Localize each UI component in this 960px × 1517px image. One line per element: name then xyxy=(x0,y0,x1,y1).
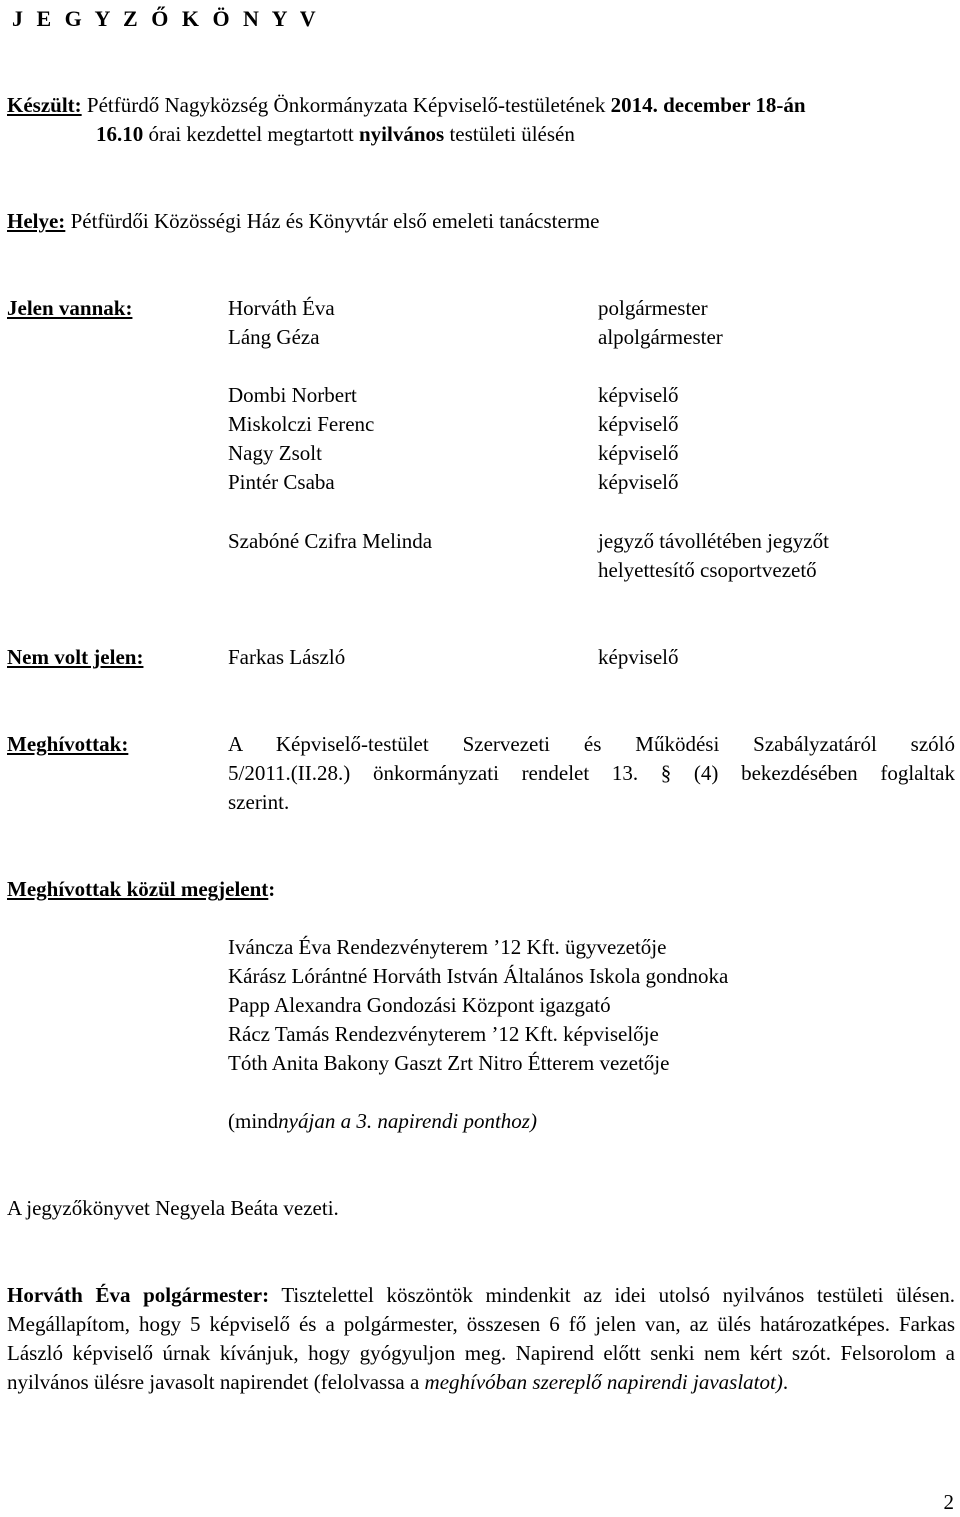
absent-name: Farkas László xyxy=(228,645,346,669)
present-name: Horváth Éva xyxy=(228,296,335,320)
speaker-label: Horváth Éva polgármester: xyxy=(7,1283,270,1307)
invited-line-3: szerint. xyxy=(228,790,290,814)
absent-label: Nem volt jelen: xyxy=(7,645,144,669)
present-name: Miskolczi Ferenc xyxy=(228,412,375,436)
present-name: Szabóné Czifra Melinda xyxy=(228,529,433,553)
prepared-text-3: testületi ülésén xyxy=(444,122,575,146)
attendee: Tóth Anita Bakony Gaszt Zrt Nitro Étterem vezetője xyxy=(228,1051,670,1075)
document-title: J E G Y Z Ő K Ö N Y V xyxy=(12,6,320,31)
meeting-time: 16.10 xyxy=(96,122,144,146)
page-number: 2 xyxy=(943,1490,954,1514)
attendee: Kárász Lórántné Horváth István Általános Iskola gondnoka xyxy=(228,964,729,988)
prepared-label: Készült: xyxy=(7,93,82,117)
present-name: Nagy Zsolt xyxy=(228,441,322,465)
attended-note xyxy=(228,1107,537,1136)
attendee: Papp Alexandra Gondozási Központ igazgató xyxy=(228,993,611,1017)
invited-label: Meghívottak: xyxy=(7,732,129,756)
present-role-continued: helyettesítő csoportvezető xyxy=(598,558,817,582)
present-name: Láng Géza xyxy=(228,325,320,349)
attended-heading xyxy=(7,875,275,904)
meeting-date: 2014. december 18-án xyxy=(610,93,806,117)
attended-note-plain: (mind xyxy=(228,1109,279,1133)
present-role: képviselő xyxy=(598,383,679,407)
speech-paragraph xyxy=(7,1281,955,1397)
present-role: képviselő xyxy=(598,412,679,436)
speech-end: . xyxy=(782,1370,789,1394)
attendee: Iváncza Éva Rendezvényterem ’12 Kft. ügyvezetője xyxy=(228,935,667,959)
present-role: képviselő xyxy=(598,470,679,494)
attended-note-italic: nyájan a 3. napirendi ponthoz) xyxy=(278,1109,537,1133)
prepared-line-2 xyxy=(96,120,575,149)
attended-colon: : xyxy=(268,877,276,901)
minutes-keeper: A jegyzőkönyvet Negyela Beáta vezeti. xyxy=(7,1196,339,1220)
prepared-text-2: órai kezdettel megtartott xyxy=(143,122,359,146)
present-role: képviselő xyxy=(598,441,679,465)
absent-role: képviselő xyxy=(598,645,679,669)
location-line xyxy=(7,207,599,236)
attendee: Rácz Tamás Rendezvényterem ’12 Kft. képviselője xyxy=(228,1022,659,1046)
invited-line-2: 5/2011.(II.28.) önkormányzati rendelet 13. § (4) bekezdésében foglaltak xyxy=(228,761,955,785)
prepared-text-1: Pétfürdő Nagyközség Önkormányzata Képviselő-testületének xyxy=(81,93,611,117)
speech-italic-tail: meghívóban szereplő napirendi javaslatot) xyxy=(424,1370,783,1394)
present-role: jegyző távollétében jegyzőt xyxy=(598,529,829,553)
prepared-line-1 xyxy=(7,91,806,120)
location-label: Helye: xyxy=(7,209,66,233)
speech-text: Tisztelettel köszöntök mindenkit az idei utolsó nyilvános testületi ülésen. Megállapítom, hogy 5 képviselő és a polgármester, összesen 6 fő jelen van, az ülés határozatképes. Farkas László képviselő úrnak kívánjuk, hogy gyógyuljon meg. Napirend előtt senki nem kért szót. Felsorolom a nyilvános ülésre javasolt napirendet (felolvassa a xyxy=(7,1283,955,1394)
invited-line-1: A Képviselő-testület Szervezeti és Működési Szabályzatáról szóló xyxy=(228,732,955,756)
location-text: Pétfürdői Közösségi Ház és Könyvtár első emeleti tanácsterme xyxy=(65,209,600,233)
present-label: Jelen vannak: xyxy=(7,296,133,320)
present-role: alpolgármester xyxy=(598,325,723,349)
present-name: Dombi Norbert xyxy=(228,383,357,407)
attended-label: Meghívottak közül megjelent xyxy=(7,877,269,901)
present-role: polgármester xyxy=(598,296,708,320)
present-name: Pintér Csaba xyxy=(228,470,335,494)
public-label: nyilvános xyxy=(359,122,445,146)
